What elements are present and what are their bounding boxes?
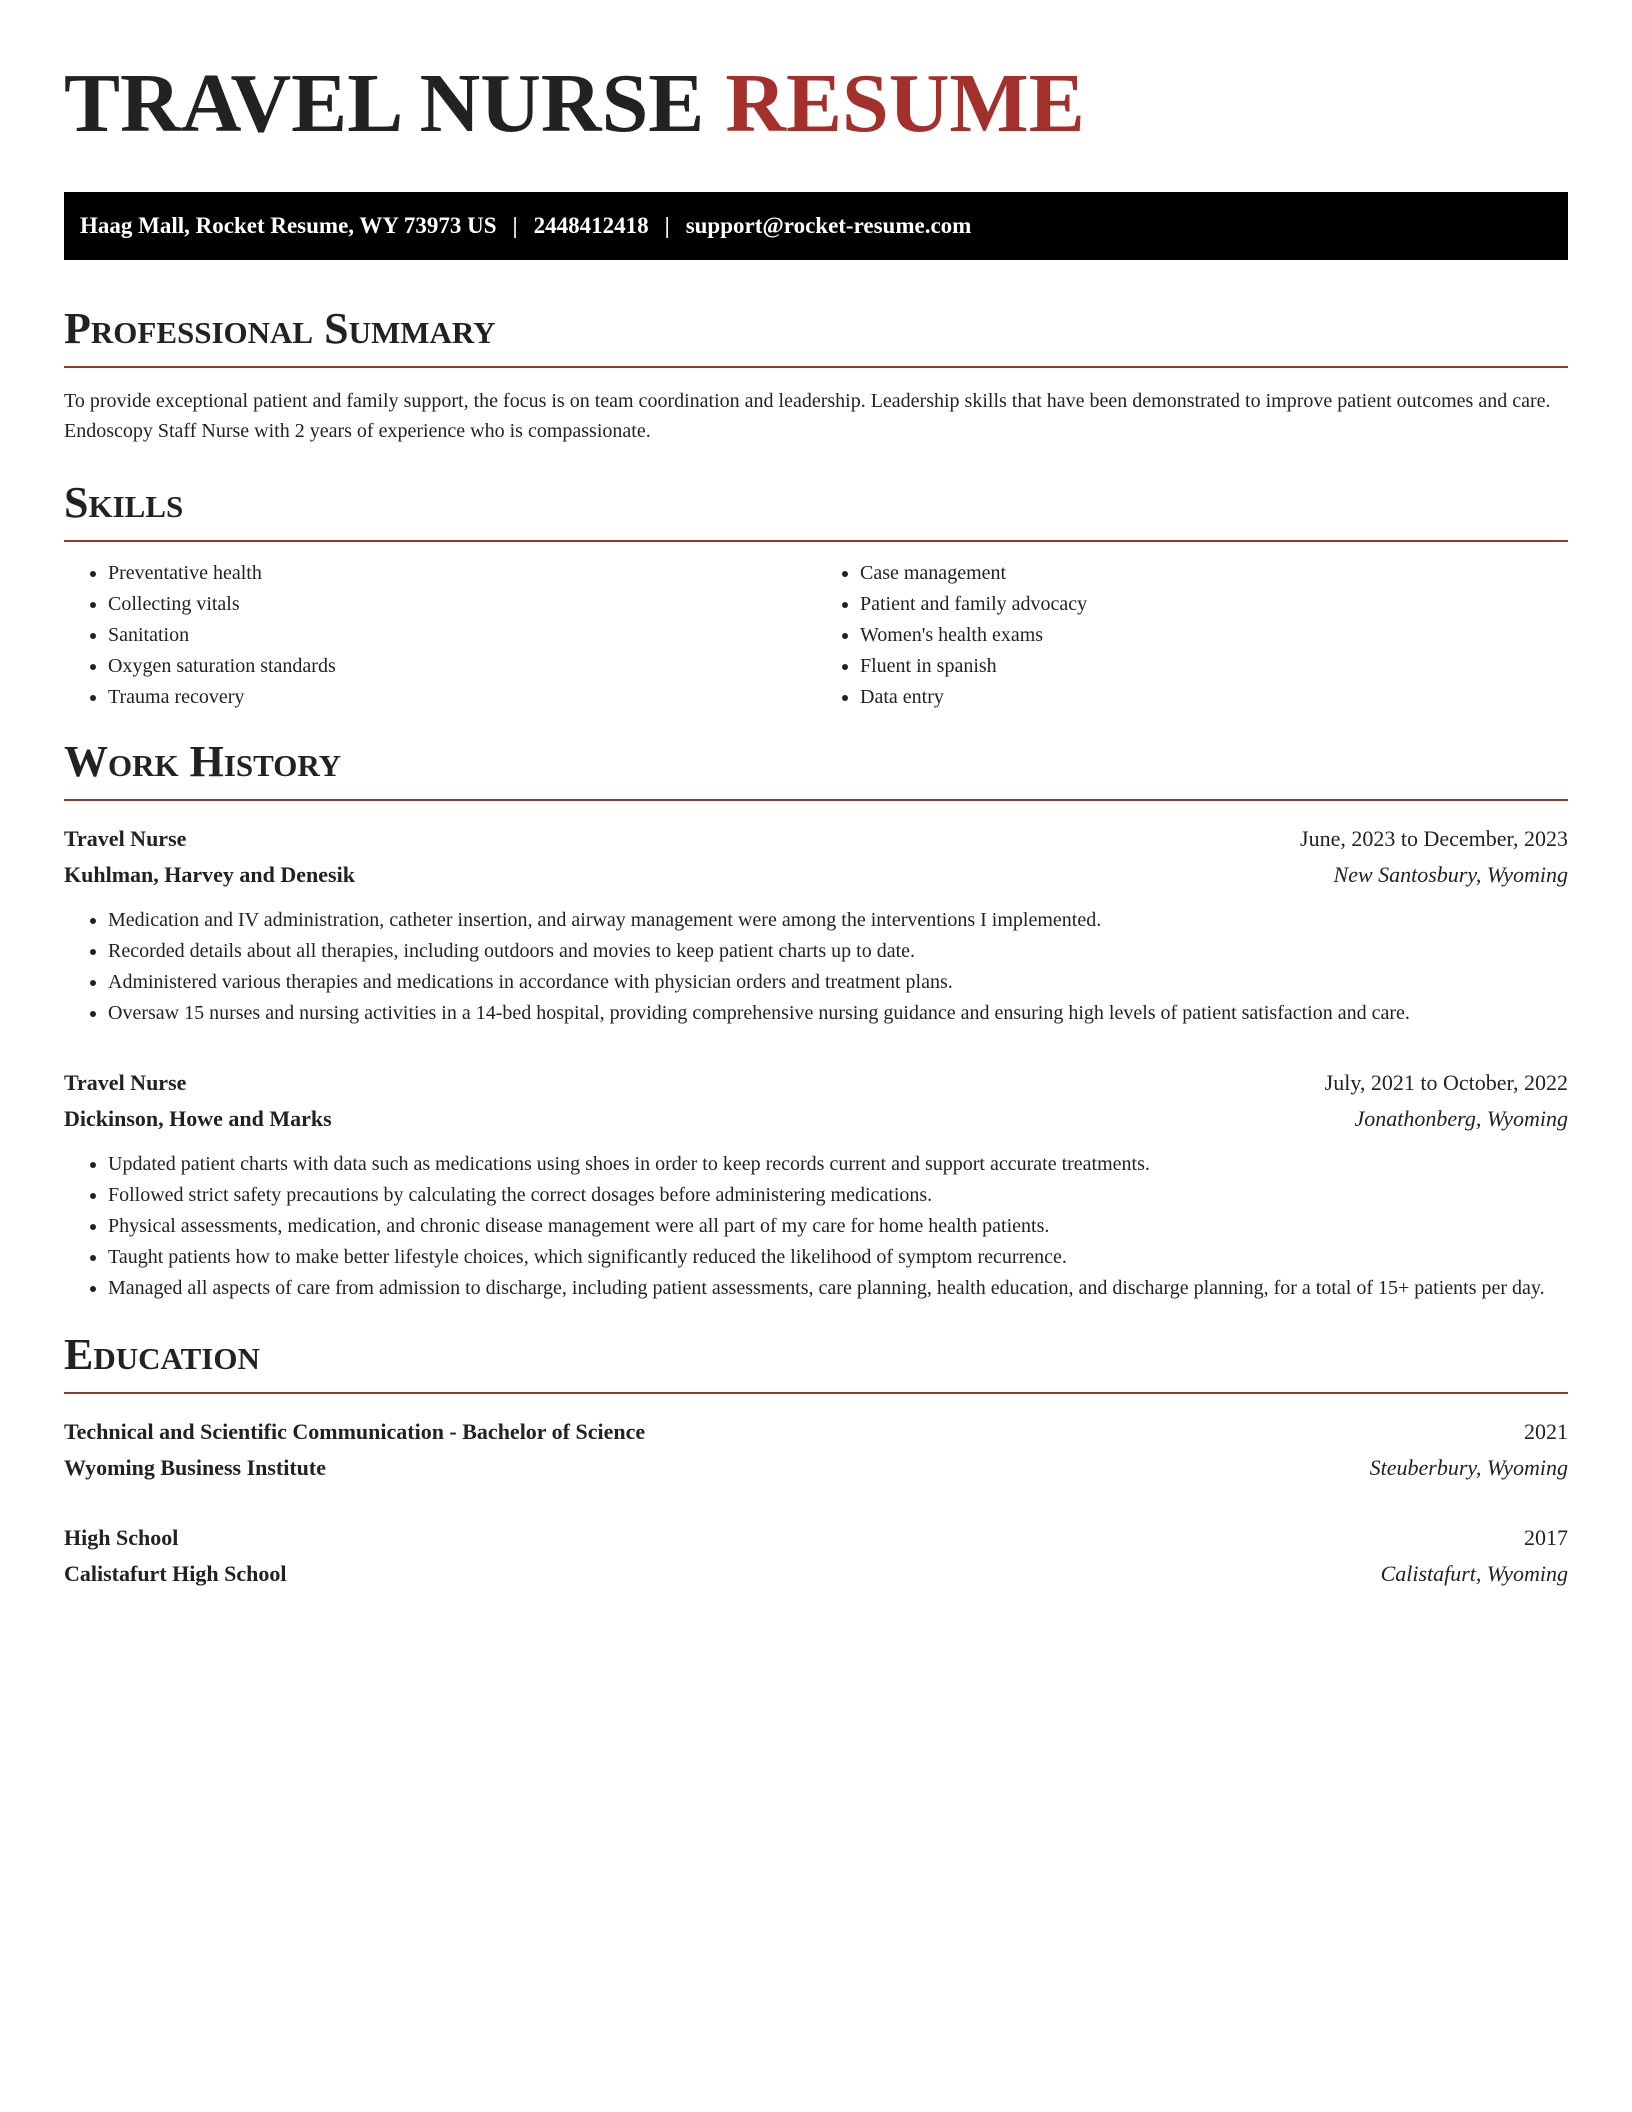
job-bullet: • Followed strict safety precautions by calculating the correct dosages before administering medications. (108, 1180, 1568, 1211)
work-history-section (64, 737, 1568, 1304)
skills-heading: Skills (64, 478, 1568, 542)
job-company: Kuhlman, Harvey and Denesik (64, 862, 355, 887)
job-bullets (64, 1149, 1568, 1304)
job-title-row (64, 821, 1568, 857)
job-bullet: • Recorded details about all therapies, including outdoors and movies to keep patient charts up to date. (108, 936, 1568, 967)
skill-item: • Case management (860, 558, 1568, 589)
skills-section (64, 478, 1568, 713)
education-section (64, 1330, 1568, 1592)
work-history-heading: Work History (64, 737, 1568, 801)
job-location: Jonathonberg, Wyoming (1354, 1106, 1568, 1131)
job-bullets (64, 905, 1568, 1029)
education-school: Wyoming Business Institute (64, 1455, 327, 1480)
education-degree-row (64, 1414, 1568, 1450)
summary-heading: Professional Summary (64, 304, 1568, 368)
education-school-row (64, 1450, 1568, 1486)
title-main: TRAVEL NURSE (64, 57, 705, 150)
job-entry (64, 1065, 1568, 1304)
contact-phone: 2448412418 (533, 213, 649, 238)
contact-bar (64, 192, 1568, 260)
education-entry (64, 1520, 1568, 1592)
education-year: 2021 (1524, 1419, 1568, 1444)
skills-list-left (64, 558, 816, 713)
skills-list-right (816, 558, 1568, 713)
education-degree: Technical and Scientific Communication - Bachelor of Science (64, 1419, 646, 1444)
job-bullet: • Physical assessments, medication, and chronic disease management were all part of my care for home health patients. (108, 1211, 1568, 1242)
skills-grid (64, 558, 1568, 713)
job-company-row (64, 857, 1568, 893)
job-bullet: • Administered various therapies and medications in accordance with physician orders and treatment plans. (108, 967, 1568, 998)
job-bullet: • Updated patient charts with data such as medications using shoes in order to keep records current and support accurate treatments. (108, 1149, 1568, 1180)
title-accent: RESUME (725, 57, 1085, 150)
skill-item: • Trauma recovery (108, 682, 816, 713)
job-title-row (64, 1065, 1568, 1101)
education-entry (64, 1414, 1568, 1486)
job-company-row (64, 1101, 1568, 1137)
job-bullet: • Oversaw 15 nurses and nursing activities in a 14-bed hospital, providing comprehensive nursing guidance and ensuring high levels of patient satisfaction and care. (108, 998, 1568, 1029)
skill-item: • Oxygen saturation standards (108, 651, 816, 682)
education-degree: High School (64, 1525, 179, 1550)
summary-text: To provide exceptional patient and family support, the focus is on team coordination and leadership. Leadership skills that have been demonstrated to improve patient outcomes and care. Endoscopy Staff Nurse with 2 years of experience who is compassionate. (64, 390, 1551, 442)
contact-address: Haag Mall, Rocket Resume, WY 73973 US (80, 213, 497, 238)
skill-item: • Collecting vitals (108, 589, 816, 620)
education-year: 2017 (1524, 1525, 1568, 1550)
skill-item: • Women's health exams (860, 620, 1568, 651)
job-entry (64, 821, 1568, 1029)
education-location: Steuberbury, Wyoming (1369, 1455, 1568, 1480)
education-heading: Education (64, 1330, 1568, 1394)
job-company: Dickinson, Howe and Marks (64, 1106, 332, 1131)
skill-item: • Patient and family advocacy (860, 589, 1568, 620)
skill-item: • Sanitation (108, 620, 816, 651)
job-location: New Santosbury, Wyoming (1333, 862, 1568, 887)
job-title: Travel Nurse (64, 1070, 187, 1095)
contact-separator: | (664, 213, 670, 238)
skill-item: • Fluent in spanish (860, 651, 1568, 682)
job-bullet: • Managed all aspects of care from admission to discharge, including patient assessments, care planning, health education, and discharge planning, for a total of 15+ patients per day. (108, 1273, 1568, 1304)
contact-email: support@rocket-resume.com (685, 213, 972, 238)
job-title: Travel Nurse (64, 826, 187, 851)
education-location: Calistafurt, Wyoming (1380, 1561, 1568, 1586)
skill-item: • Preventative health (108, 558, 816, 589)
job-dates: July, 2021 to October, 2022 (1324, 1070, 1568, 1095)
job-bullet: • Medication and IV administration, catheter insertion, and airway management were among the interventions I implemented. (108, 905, 1568, 936)
contact-separator: | (512, 213, 518, 238)
education-school-row (64, 1556, 1568, 1592)
skill-item: • Data entry (860, 682, 1568, 713)
education-school: Calistafurt High School (64, 1561, 287, 1586)
education-degree-row (64, 1520, 1568, 1556)
summary-section (64, 304, 1568, 446)
resume-title (64, 56, 1568, 152)
job-bullet: • Taught patients how to make better lifestyle choices, which significantly reduced the likelihood of symptom recurrence. (108, 1242, 1568, 1273)
job-dates: June, 2023 to December, 2023 (1300, 826, 1568, 851)
